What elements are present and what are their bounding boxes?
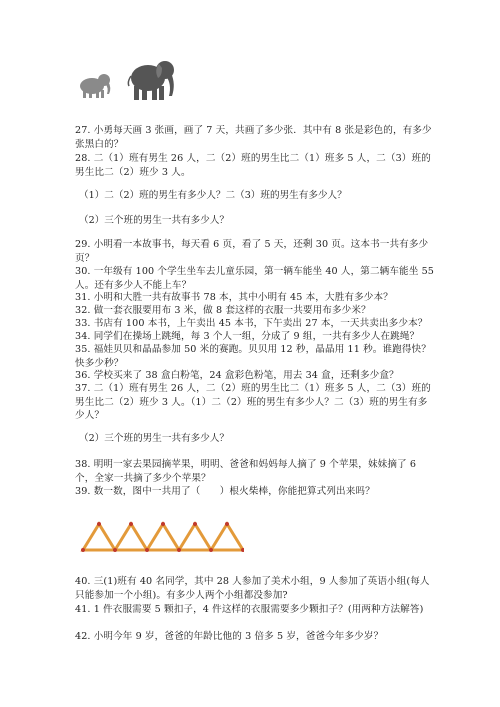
question-36: 36. 学校买来了 38 盒白粉笔，24 盒彩色粉笔，用去 34 盒，还剩多少盒？ <box>75 370 399 381</box>
elephant-figures <box>76 56 186 102</box>
question-39: 39. 数一数，图中一共用了（ ）根火柴棒，你能把算式列出来吗？ <box>75 486 375 497</box>
question-29: 29. 小明看一本故事书，每天看 6 页，看了 5 天，还剩 30 页。这本书一共有多少页？ <box>75 239 429 264</box>
question-37-part-2: （2）三个班的男生一共有多少人？ <box>79 433 230 444</box>
question-28-part-1: （1）二（2）班的男生有多少人？二（3）班的男生有多少人？ <box>79 190 347 201</box>
big-elephant-icon <box>128 61 174 100</box>
question-28: 28. 二（1）班有男生 26 人，二（2）班的男生比二（1）班多 5 人，二（3）班的男生比二（2）班少 3 人。 <box>75 153 431 178</box>
question-27: 27. 小勇每天画 3 张画，画了 7 天，共画了多少张．其中有 8 张是彩色的，有多少张黑白的？ <box>75 125 432 150</box>
question-33: 33. 书店有 100 本书，上午卖出 45 本书，下午卖出 27 本，一天共卖出多少本？ <box>75 318 428 329</box>
question-35: 35. 福娃贝贝和晶晶参加 50 米的赛跑。贝贝用 12 秒，晶晶用 11 秒。谁跑得快？快多少秒？ <box>75 344 431 369</box>
question-37: 37. 二（1）班有男生 26 人，二（2）班的男生比二（1）班多 5 人，二（3）班的男生比二（2）班少 3 人。（1）二（2）班的男生有多少人？二（3）班的男生有多少人？ <box>75 383 431 421</box>
matchstick-triangles <box>79 520 244 554</box>
question-40: 40. 三(1)班有 40 名同学，其中 28 人参加了美术小组，9 人参加了英语小组(每人只能参加一个小组)。有多少人两个小组都没参加? <box>75 576 430 601</box>
question-41: 41. 1 件衣服需要 5 颗扣子，4 件这样的衣服需要多少颗扣子？(用两种方法解答) <box>75 604 424 615</box>
question-38: 38. 明明一家去果园摘苹果，明明、爸爸和妈妈每人摘了 9 个苹果，妹妹摘了 6 个，全家一共摘了多少个苹果？ <box>75 459 417 484</box>
question-32: 32. 做一套衣服要用布 3 米，做 8 套这样的衣服一共要用布多少米？ <box>75 305 371 316</box>
question-31: 31. 小明和大胜一共有故事书 78 本，其中小明有 45 本，大胜有多少本？ <box>75 292 393 303</box>
question-30: 30. 一年级有 100 个学生坐车去儿童乐园，第一辆车能坐 40 人，第二辆车能坐 55 人。还有多少人不能上车？ <box>75 266 434 291</box>
question-42: 42. 小明今年 9 岁，爸爸的年龄比他的 3 倍多 5 岁，爸爸今年多少岁？ <box>75 631 384 642</box>
question-34: 34. 同学们在操场上跳绳，每 3 个人一组，分成了 9 组，一共有多少人在跳绳？ <box>75 331 420 342</box>
small-elephant-icon <box>80 74 110 98</box>
question-28-part-2: （2）三个班的男生一共有多少人？ <box>79 215 230 226</box>
